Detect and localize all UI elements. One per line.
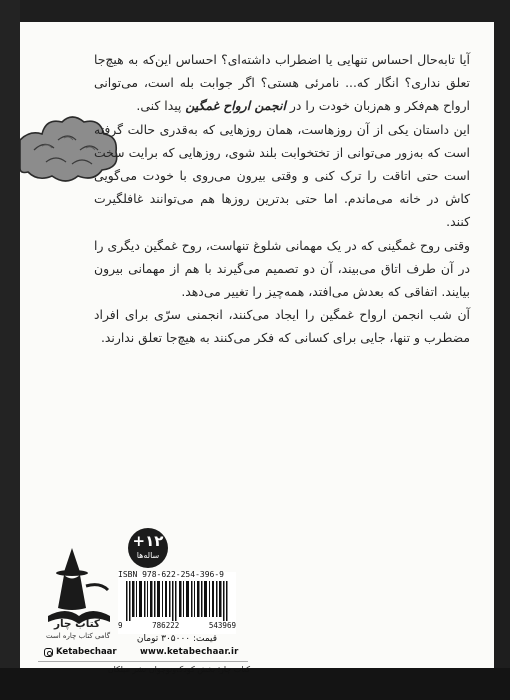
- publisher-contacts: [44, 647, 254, 661]
- blurb-paragraph-2: این داستان یکی از آن روزهاست، همان روزهایی که به‌قدری حالت گرفته است که به‌زور می‌توانی از تختخوابت بلند شوی، روزهایی که برایت سخت است حتی اتاقت را ترک کنی و وقتی بیرون می‌روی با خودت می‌گویی کاش در خانه می‌ماندم. اما حتی بدترین روزها هم می‌توانند غافلگیرت کنند.: [94, 121, 470, 230]
- blurb-text: [94, 48, 470, 350]
- age-rating-number: +۱۲: [132, 532, 164, 550]
- blurb-paragraph-3: وقتی روح غمگینی که در یک مهمانی شلوغ تنهاست، روح غمگین دیگری را در آن طرف اتاق می‌بیند، آن دو تصمیم می‌گیرند با هم از مهمانی بیرون بیایند. اتفاقی که بعدش می‌افتد، همه‌چیز را تغییر می‌دهد.: [94, 237, 470, 300]
- scan-border-right: [494, 0, 510, 700]
- price-label: قیمت: ۳۰۵۰۰۰ تومان: [136, 634, 218, 644]
- publisher-logo-name: کتاب چار: [53, 618, 101, 630]
- isbn-barcode: [118, 572, 236, 634]
- publisher-logo-tagline: گامی کتاب چاره است: [45, 632, 111, 640]
- age-rating-badge: [128, 528, 168, 568]
- back-cover: [20, 22, 494, 674]
- instagram-handle: Ketabechaar: [56, 647, 117, 657]
- blurb-paragraph-4: آن شب انجمن ارواح غمگین را ایجاد می‌کنند، انجمنی سرّی برای افراد مضطرب و تنها، جایی برای کسانی که فکر می‌کنند به هیچ‌جا تعلق ندارند.: [94, 307, 470, 346]
- society-name-emphasis: انجمن ارواح غمگین: [185, 98, 286, 114]
- instagram-icon: [44, 648, 53, 657]
- barcode-bars: [120, 581, 234, 621]
- scan-border-top: [0, 0, 510, 22]
- blurb-paragraph-1: آیا تابه‌حال احساس تنهایی یا اضطراب داشته‌ای؟ احساس این‌که به هیچ‌جا تعلق نداری؟ انگار که... نامرئی هستی؟ اگر جوابت بله است، می‌توانی ارواح هم‌فکر و هم‌زبان خودت را در انجمن ارواح غمگین پیدا کنی.: [94, 52, 470, 114]
- isbn-number: ISBN 978-622-254-396-9: [118, 570, 224, 579]
- publisher-website: www.ketabechaar.ir: [140, 647, 239, 657]
- scan-border-left: [0, 0, 20, 700]
- divider: [38, 661, 248, 662]
- publisher-imprint-line: کتاب چار؛ بخش کودک‌ونوجوان نشر میلکان: [107, 665, 250, 674]
- age-rating-label: ساله‌ها: [136, 551, 160, 560]
- barcode-digits: 9 786222 543969: [118, 621, 236, 630]
